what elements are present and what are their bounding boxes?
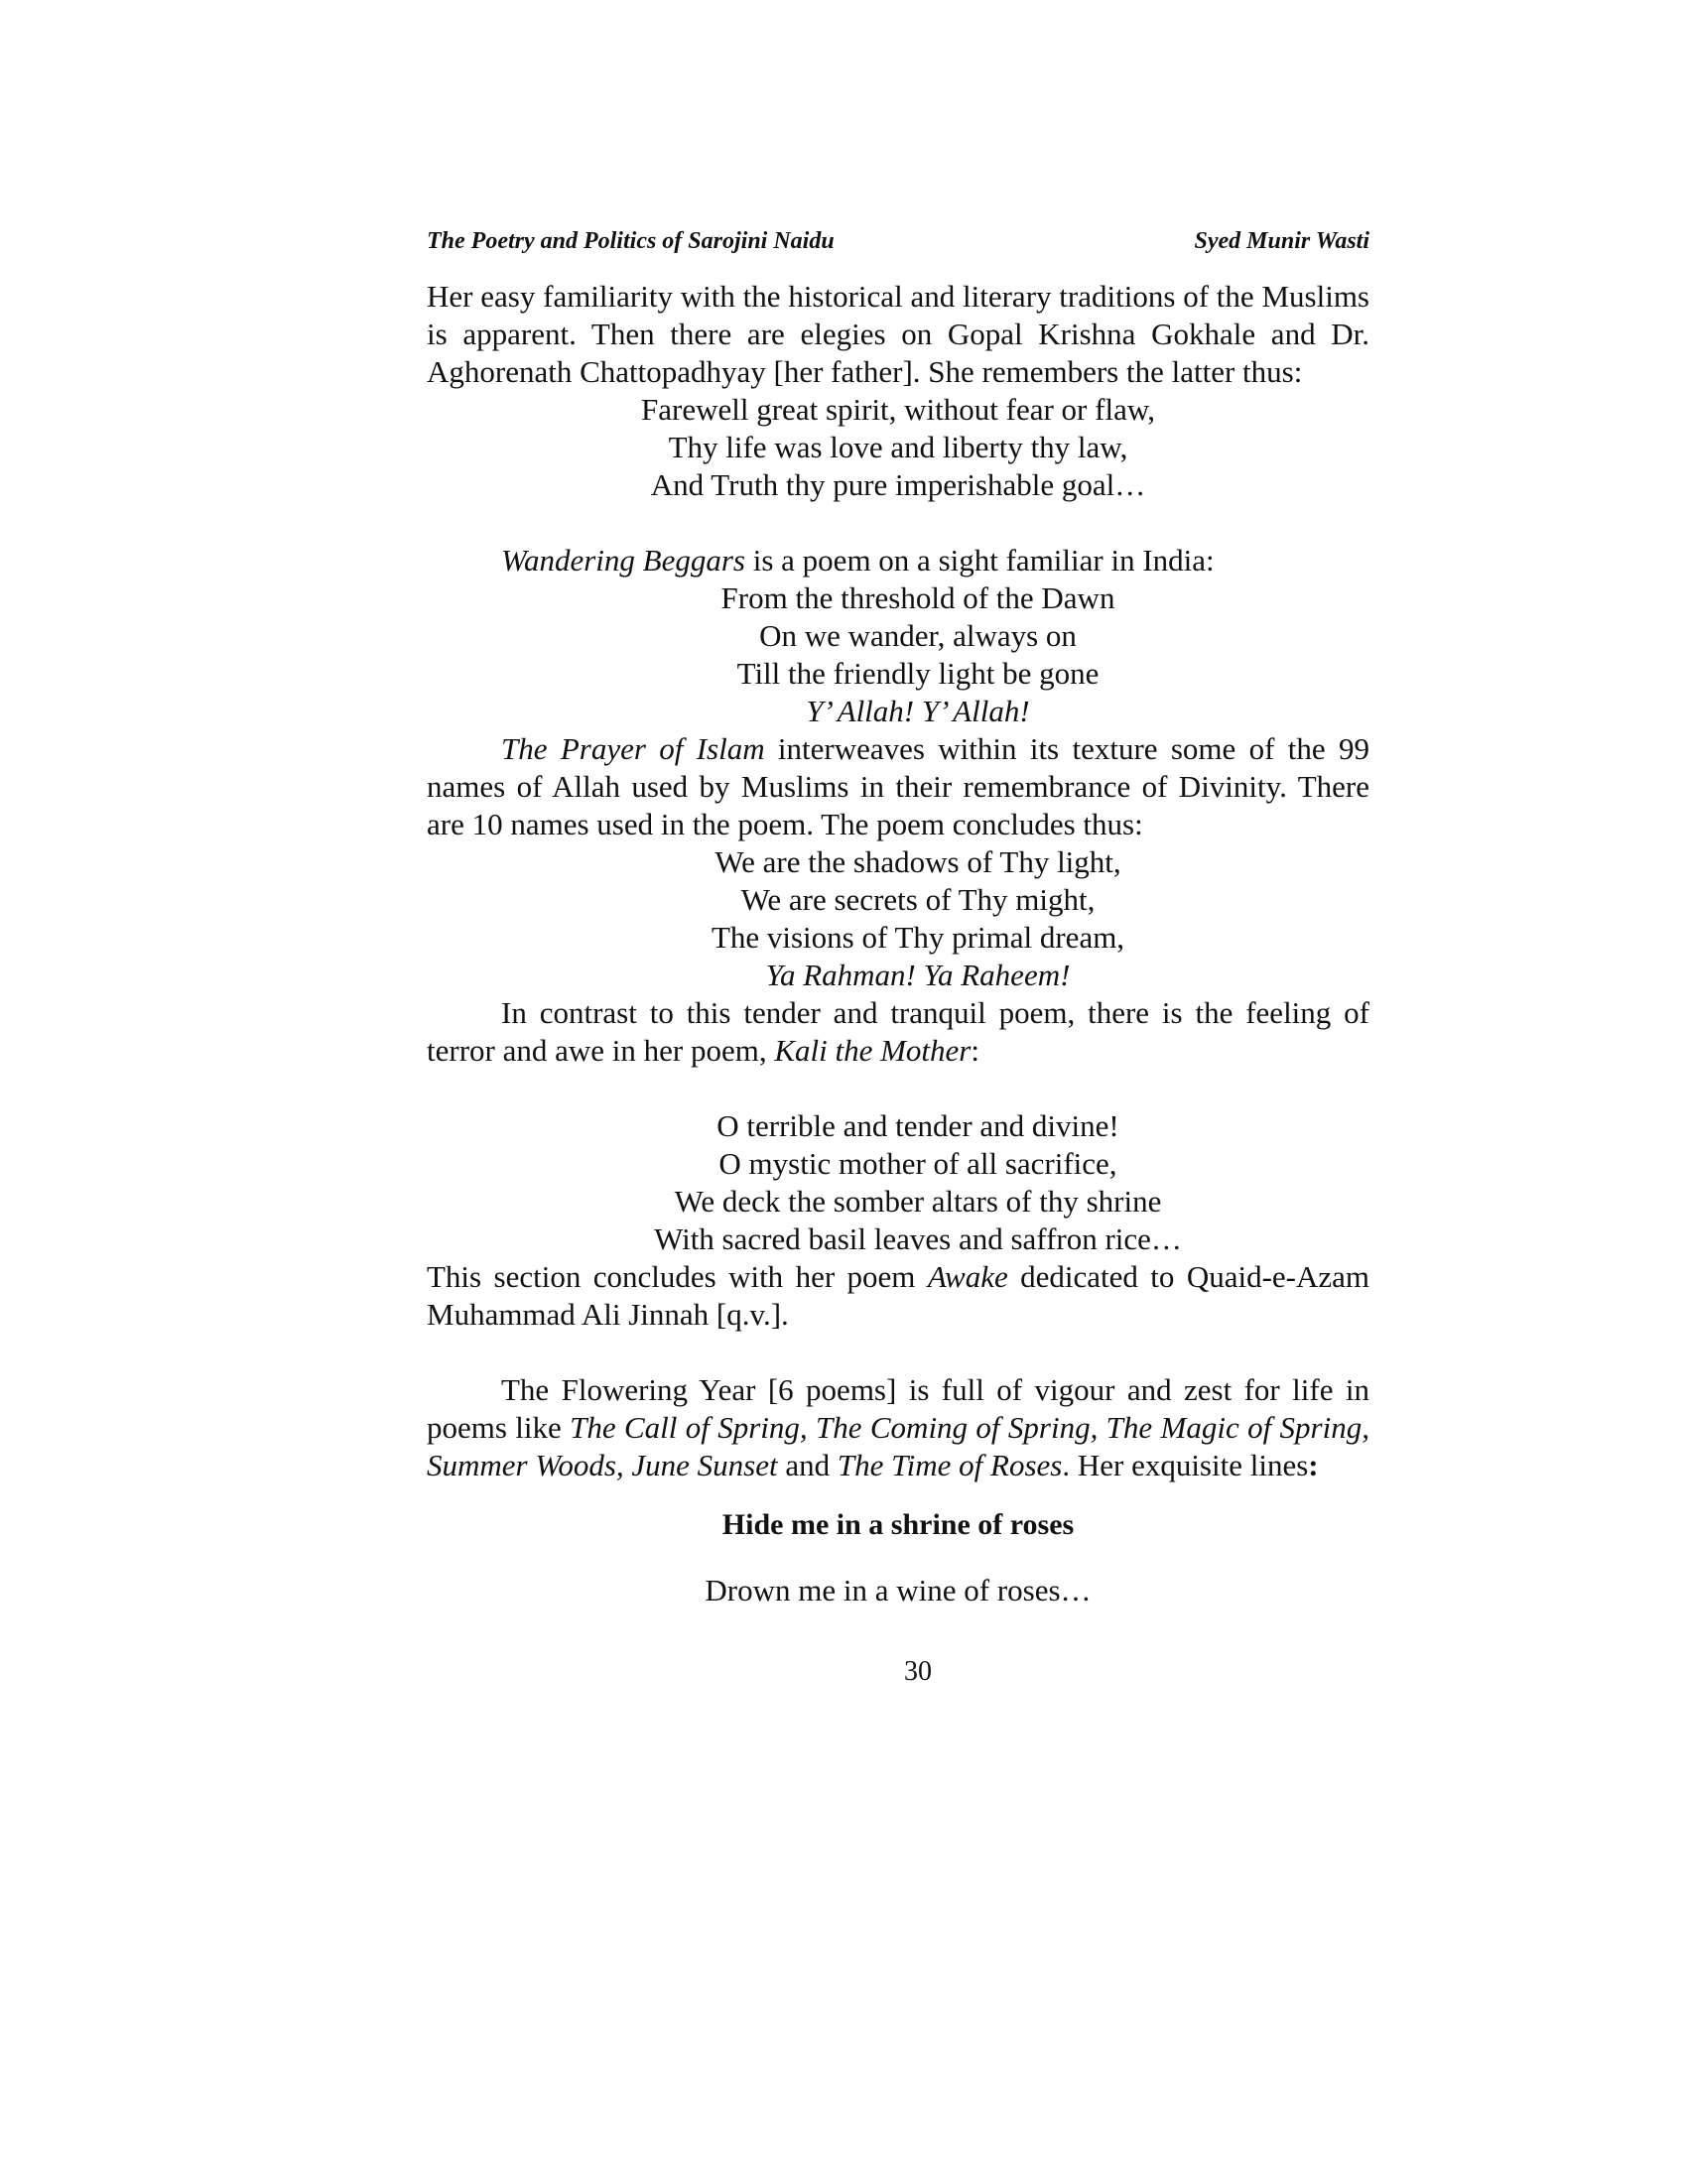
paragraph-kali [427,994,1369,1070]
verse-bold-line: Hide me in a shrine of roses [721,1508,1075,1541]
spacer [427,504,1369,542]
spacer [427,1070,1369,1107]
verse-line: O terrible and tender and divine! [716,1108,1119,1143]
paragraph-wandering-beggars [427,542,1369,579]
verse-wandering-beggars [427,579,1369,730]
paragraph-colon: : [1308,1448,1319,1482]
verse-line: O mystic mother of all sacrifice, [718,1146,1117,1181]
paragraph-text: and [777,1448,838,1482]
paragraph-text: . Her exquisite lines [1062,1448,1309,1482]
page-number: 30 [904,1656,932,1687]
paragraph-text: In contrast to this tender and tranquil poem, there is the feeling of terror and awe in her poem, [427,995,1369,1068]
verse-line: We deck the somber altars of thy shrine [674,1184,1162,1219]
paragraph-flowering-year [427,1371,1369,1484]
verse-line: We are secrets of Thy might, [740,882,1096,917]
poem-title: The Time of Roses [837,1448,1063,1482]
refrain-text: Y’ Allah! Y’ Allah! [806,694,1030,728]
verse-prayer [427,843,1369,994]
page-body [427,278,1369,1691]
spacer [427,1334,1369,1371]
header-book-title: The Poetry and Politics of Sarojini Naidu [427,228,835,254]
poem-title: The Prayer of Islam [501,731,765,766]
paragraph-text: interweaves within its texture some of the 99 names of Allah used by Muslims in their remembrance of Divinity. There are 10 names used in the poem. The poem concludes thus: [427,731,1369,841]
verse-line: Till the friendly light be gone [736,656,1100,691]
paragraph-text: : [971,1033,979,1068]
verse-line: With sacred basil leaves and saffron rice… [654,1221,1182,1256]
header-author: Syed Munir Wasti [1194,228,1369,254]
verse-refrain [427,693,1369,730]
verse-line: We are the shadows of Thy light, [714,844,1121,879]
poem-title: Kali the Mother [774,1033,972,1068]
poem-titles: The Call of Spring, The Coming of Spring, The Magic of Spring, Summer Woods, June Sunset [427,1410,1369,1482]
poem-title: Wandering Beggars [501,543,745,578]
running-header [427,226,1369,256]
verse-line: And Truth thy pure imperishable goal… [650,467,1146,502]
paragraph-text: dedicated to Quaid-e-Azam Muhammad Ali Jinnah [q.v.]. [427,1259,1369,1332]
paragraph-awake [427,1258,1369,1334]
paragraph-prayer-of-islam [427,730,1369,843]
paragraph-familiarity: Her easy familiarity with the historical and literary traditions of the Muslims is apparent. Then there are elegies on Gopal Krishna Gokhale and Dr. Aghorenath Chattopadhyay [her father]. She remembers the latter thus: [427,279,1369,389]
verse-line: Drown me in a wine of roses… [705,1573,1092,1607]
verse-line: Farewell great spirit, without fear or flaw, [641,392,1155,427]
paragraph-text: The Flowering Year [6 poems] is full of vigour and zest for life in poems like [427,1372,1369,1445]
poem-title: Awake [927,1259,1008,1294]
verse-refrain [427,957,1369,994]
verse-kali [427,1107,1369,1258]
document-page [427,226,1369,1691]
refrain-text: Ya Rahman! Ya Raheem! [765,958,1071,992]
verse-line: From the threshold of the Dawn [720,580,1115,615]
verse-line: On we wander, always on [759,618,1077,653]
verse-line: Thy life was love and liberty thy law, [668,430,1128,464]
verse-line: The visions of Thy primal dream, [711,920,1125,955]
paragraph-text: This section concludes with her poem [427,1259,928,1294]
paragraph-text: is a poem on a sight familiar in India: [745,543,1215,578]
verse-farewell [427,391,1369,504]
